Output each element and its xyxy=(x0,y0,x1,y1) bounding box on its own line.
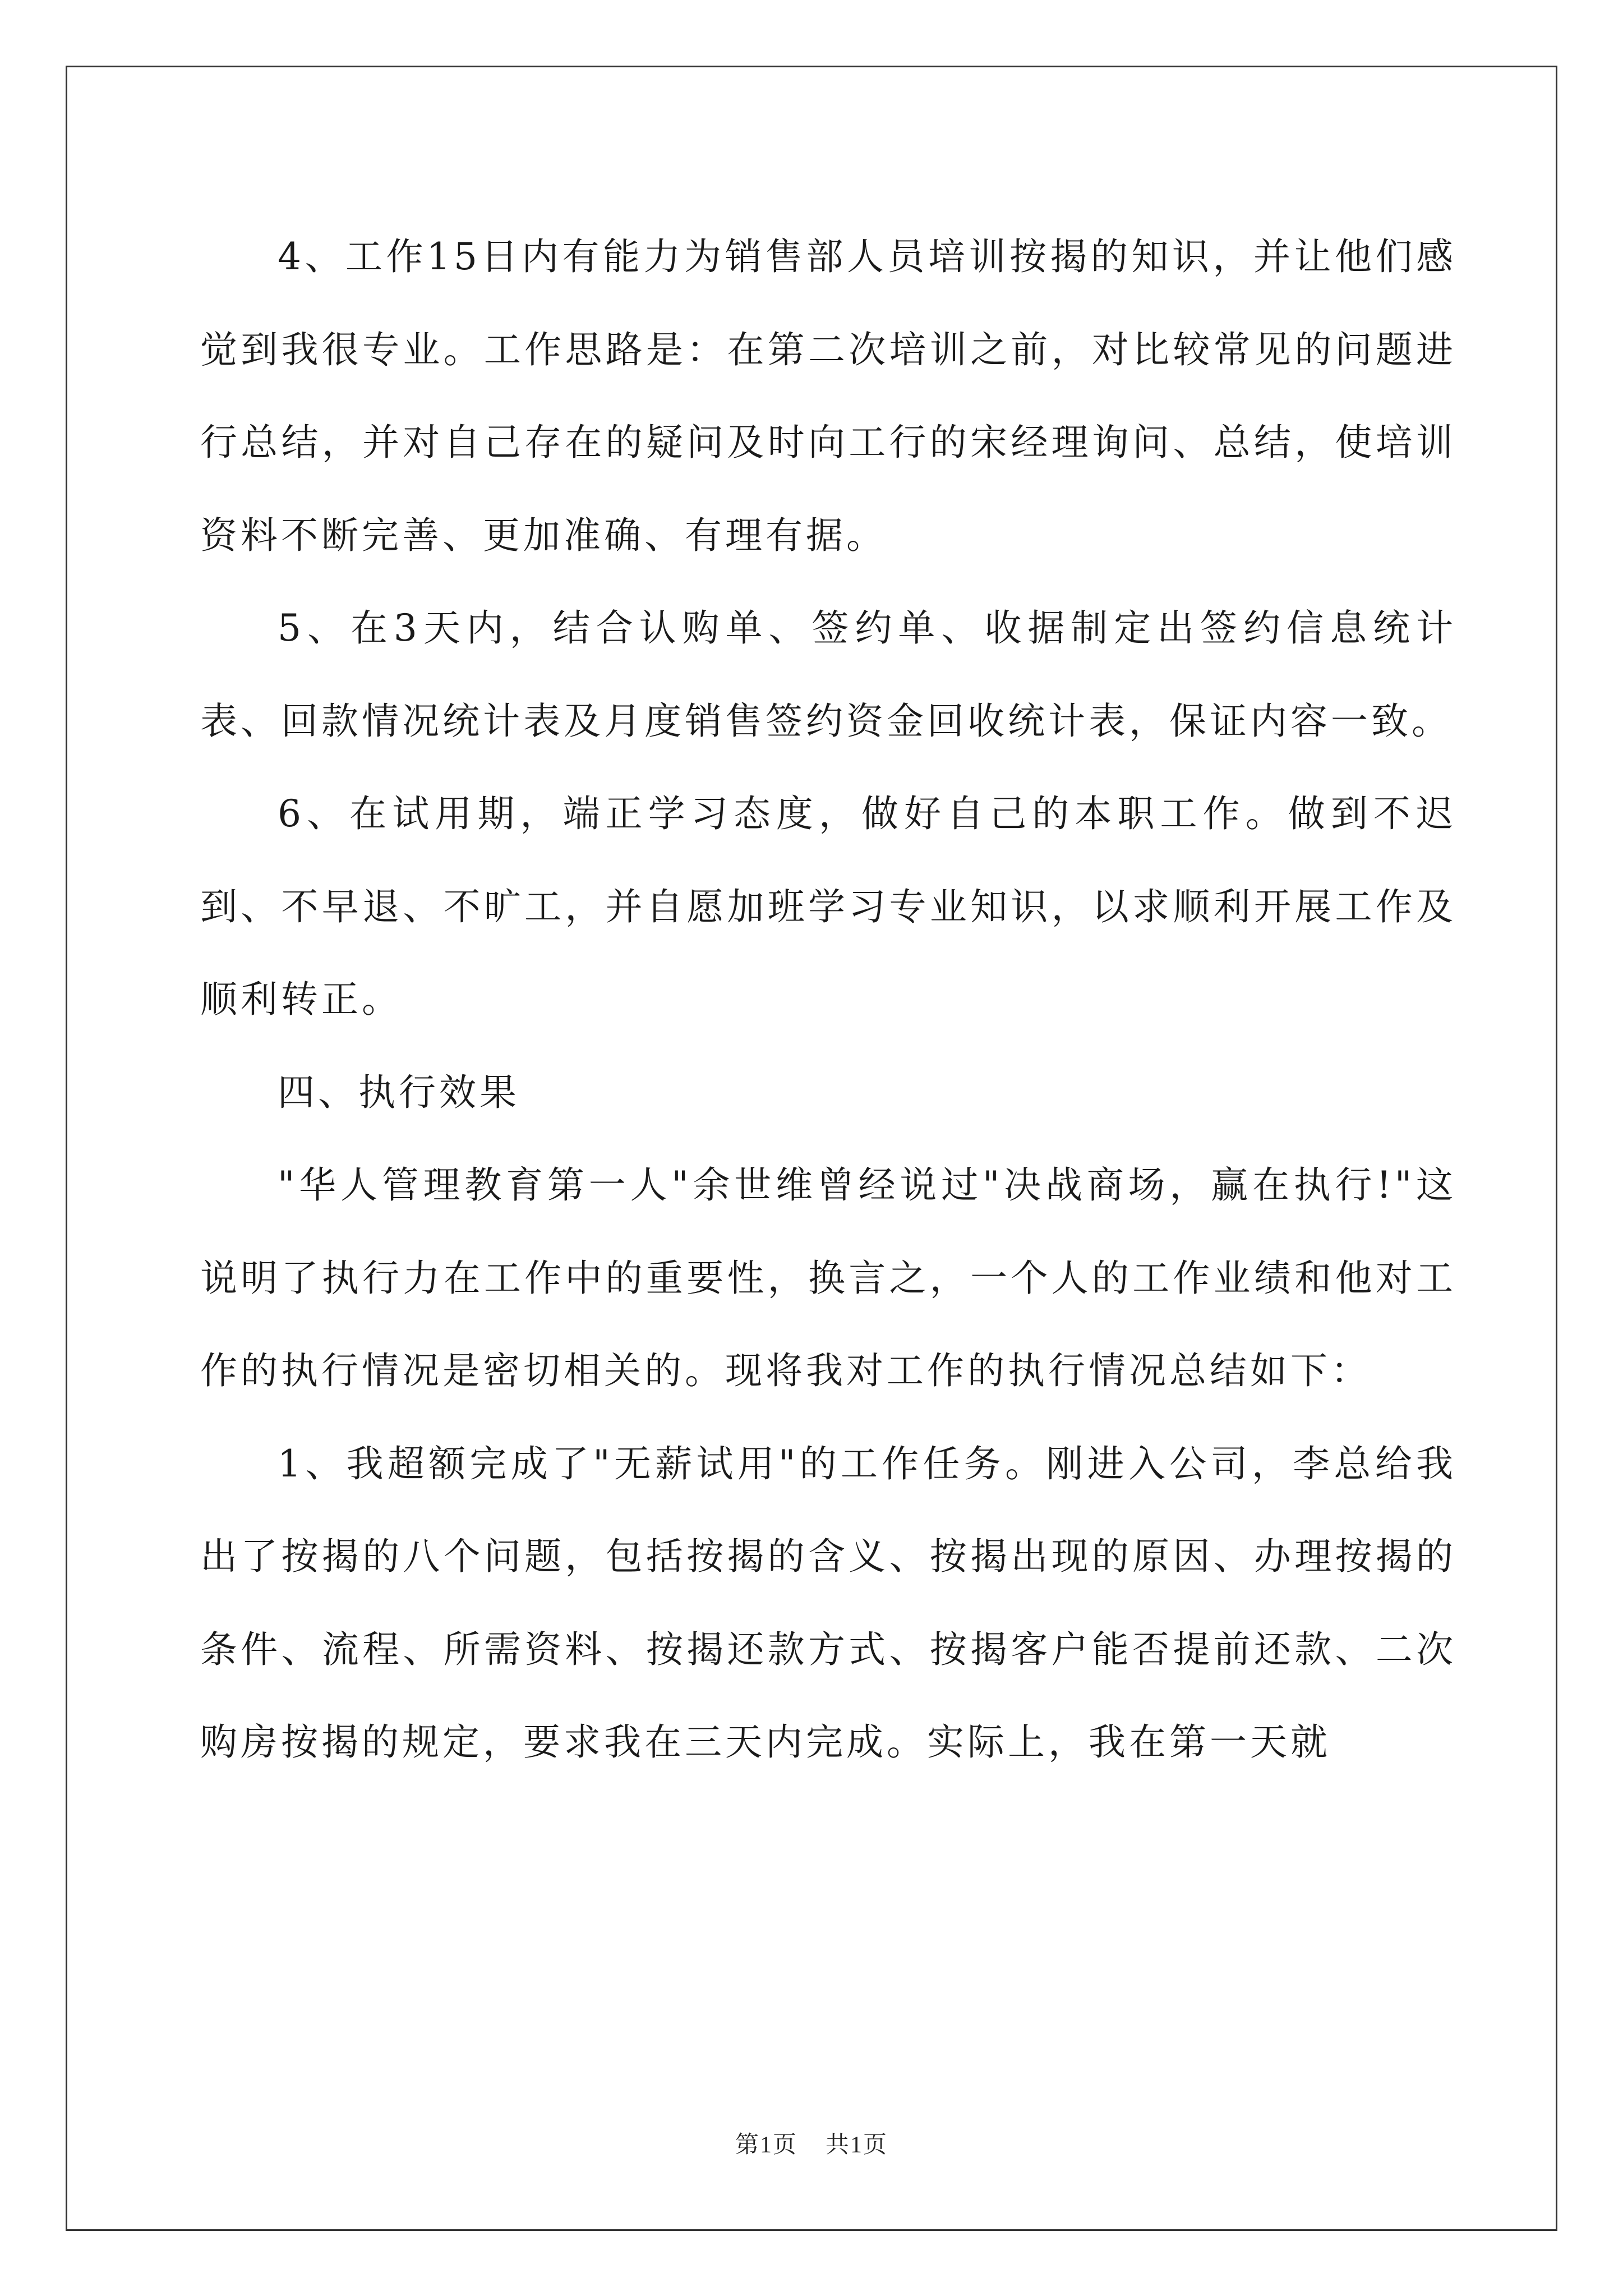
paragraph-quote-execution: "华人管理教育第一人"余世维曾经说过"决战商场，赢在执行!"这说明了执行力在工作中的重要性，换言之，一个人的工作业绩和他对工作的执行情况是密切相关的。现将我对工作的执行情况总结如下： xyxy=(200,1163,1456,1392)
page-number-total: 共1页 xyxy=(826,2132,888,2158)
document-body xyxy=(200,210,1456,1789)
section-heading-execution-results: 四、执行效果 xyxy=(278,1070,520,1114)
paragraph-item-5: 5、在3天内，结合认购单、签约单、收据制定出签约信息统计表、回款情况统计表及月度销售签约资金回收统计表，保证内容一致。 xyxy=(200,606,1456,743)
paragraph-item-4: 4、工作15日内有能力为销售部人员培训按揭的知识，并让他们感觉到我很专业。工作思路是：在第二次培训之前，对比较常见的问题进行总结，并对自己存在的疑问及时向工行的宋经理询问、总结，使培训资料不断完善、更加准确、有理有据。 xyxy=(200,235,1456,557)
page-number-current: 第1页 xyxy=(735,2132,797,2158)
page-footer xyxy=(0,2126,1623,2160)
paragraph-result-1: 1、我超额完成了"无薪试用"的工作任务。刚进入公司，李总给我出了按揭的八个问题，包括按揭的含义、按揭出现的原因、办理按揭的条件、流程、所需资料、按揭还款方式、按揭客户能否提前还款、二次购房按揭的规定，要求我在三天内完成。实际上，我在第一天就 xyxy=(200,1442,1456,1764)
paragraph-item-6: 6、在试用期，端正学习态度，做好自己的本职工作。做到不迟到、不早退、不旷工，并自愿加班学习专业知识，以求顺利开展工作及顺利转正。 xyxy=(200,792,1456,1021)
